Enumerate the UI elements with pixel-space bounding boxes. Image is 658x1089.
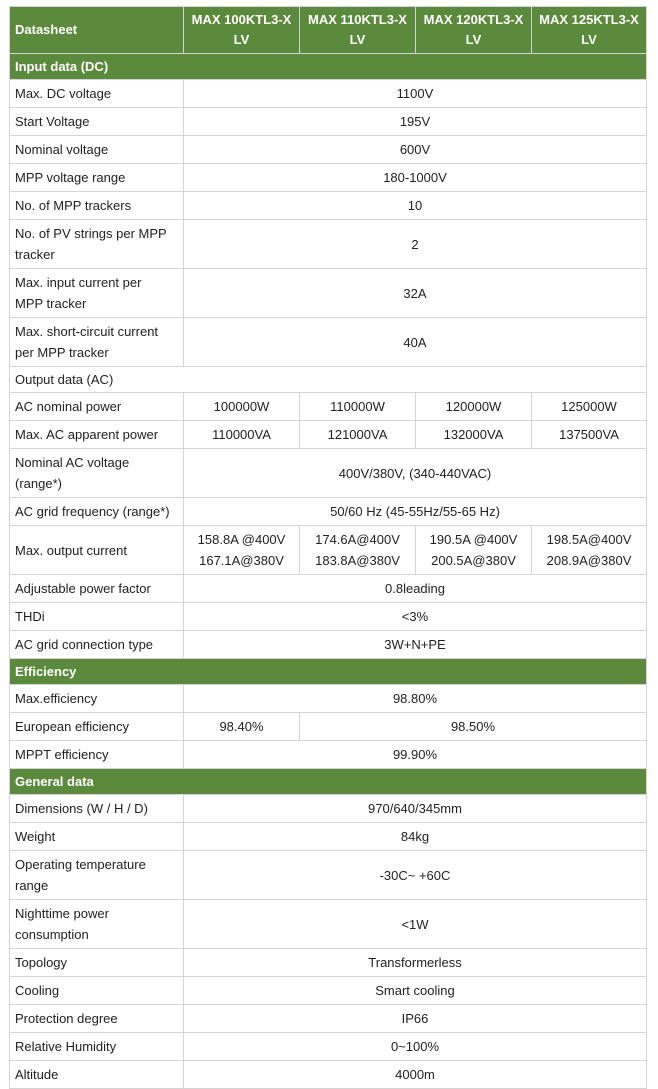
- value-cell: [184, 526, 300, 575]
- header-model-4: [532, 7, 647, 54]
- value-cell: [184, 192, 647, 220]
- value-line: 190.5A @400V: [429, 532, 518, 547]
- table-header-row: [10, 7, 647, 54]
- table-row: [10, 498, 647, 526]
- table-row: [10, 949, 647, 977]
- row-label-line: MPPT efficiency: [15, 747, 109, 762]
- table-row: [10, 421, 647, 449]
- value-line: 110000VA: [212, 427, 271, 442]
- value-cell: [300, 526, 416, 575]
- row-label-line: Nominal voltage: [15, 142, 109, 157]
- datasheet-table: [9, 6, 647, 1089]
- table-row: [10, 1061, 647, 1089]
- row-label-line: AC grid connection type: [15, 637, 154, 652]
- table-row: [10, 108, 647, 136]
- header-datasheet: Datasheet: [10, 7, 184, 54]
- table-row: [10, 80, 647, 108]
- value-line: <3%: [401, 609, 429, 624]
- value-cell: [184, 421, 300, 449]
- row-label: [10, 136, 184, 164]
- table-row: [10, 631, 647, 659]
- row-label: [10, 741, 184, 769]
- value-line: 198.5A@400V: [546, 532, 632, 547]
- value-cell: [184, 164, 647, 192]
- value-line: 10: [407, 198, 423, 213]
- row-label-line: Adjustable power factor: [15, 581, 151, 596]
- value-line: 3W+N+PE: [384, 637, 446, 652]
- table-row: [10, 900, 647, 949]
- value-cell: [184, 851, 647, 900]
- row-label-line: MPP voltage range: [15, 170, 126, 185]
- value-cell: [184, 318, 647, 367]
- row-label: [10, 498, 184, 526]
- row-label: [10, 1033, 184, 1061]
- table-row: [10, 318, 647, 367]
- header-model-suffix: LV: [581, 32, 597, 47]
- value-line: 98.80%: [392, 691, 438, 706]
- table-row: [10, 741, 647, 769]
- value-line: 110000W: [330, 399, 385, 414]
- row-label: [10, 318, 184, 367]
- value-cell: [300, 421, 416, 449]
- row-label: [10, 823, 184, 851]
- row-label-line: tracker: [15, 247, 55, 262]
- value-cell: [184, 1033, 647, 1061]
- row-label: [10, 108, 184, 136]
- row-label-line: Dimensions (W / H / D): [15, 801, 148, 816]
- row-label-line: THDi: [15, 609, 45, 624]
- table-row: [10, 1033, 647, 1061]
- value-cell: [184, 80, 647, 108]
- row-label-line: AC grid frequency (range*): [15, 504, 170, 519]
- table-row: [10, 1005, 647, 1033]
- value-cell: [184, 795, 647, 823]
- row-label: [10, 949, 184, 977]
- value-line: 400V/380V, (340-440VAC): [338, 465, 492, 481]
- row-label-line: Start Voltage: [15, 114, 90, 129]
- value-line: 40A: [403, 334, 427, 350]
- row-label-line: AC nominal power: [15, 399, 122, 414]
- section-title: Input data (DC): [10, 54, 647, 80]
- value-line: 132000VA: [443, 427, 504, 442]
- value-line: 120000W: [445, 399, 502, 414]
- row-label: [10, 713, 184, 741]
- value-line: 4000m: [395, 1067, 435, 1082]
- row-label-line: Topology: [15, 955, 68, 970]
- row-label: [10, 393, 184, 421]
- row-label: [10, 795, 184, 823]
- value-cell: [184, 685, 647, 713]
- row-label: [10, 80, 184, 108]
- value-line: 84kg: [400, 829, 430, 844]
- value-cell: [184, 449, 647, 498]
- row-label-line: consumption: [15, 927, 89, 942]
- header-model-2: [300, 7, 416, 54]
- table-row: [10, 526, 647, 575]
- row-label: [10, 977, 184, 1005]
- value-line: 1100V: [396, 86, 434, 101]
- table-row: [10, 851, 647, 900]
- value-cell: [184, 575, 647, 603]
- table-row: [10, 575, 647, 603]
- table-row: [10, 977, 647, 1005]
- table-row: [10, 449, 647, 498]
- row-label: [10, 526, 184, 575]
- value-line: 600V: [399, 142, 431, 157]
- value-line: 98.40%: [219, 719, 264, 734]
- value-cell: [184, 136, 647, 164]
- table-row: [10, 795, 647, 823]
- header-model-name: MAX 100KTL3-X: [191, 12, 292, 27]
- value-cell: [184, 108, 647, 136]
- value-cell: [184, 977, 647, 1005]
- datasheet-body: [10, 54, 647, 1089]
- value-cell: [184, 741, 647, 769]
- table-row: [10, 603, 647, 631]
- row-label-line: MPP tracker: [15, 296, 87, 311]
- row-label: [10, 851, 184, 900]
- row-label-line: Nominal AC voltage: [15, 455, 130, 470]
- value-cell: [184, 1005, 647, 1033]
- value-cell: [532, 421, 647, 449]
- section-header-row: [10, 769, 647, 795]
- row-label-line: European efficiency: [15, 719, 129, 734]
- table-row: [10, 685, 647, 713]
- row-label-line: Max. AC apparent power: [15, 427, 159, 442]
- value-line: 180-1000V: [383, 170, 447, 185]
- section-title: Efficiency: [10, 659, 647, 685]
- header-model-suffix: LV: [233, 32, 250, 47]
- value-line: IP66: [401, 1011, 429, 1026]
- row-label-line: Max. DC voltage: [15, 86, 112, 101]
- table-row: [10, 713, 647, 741]
- value-line: -30C~ +60C: [379, 867, 451, 883]
- row-label: [10, 220, 184, 269]
- value-line: 99.90%: [392, 747, 438, 762]
- value-cell: [532, 393, 647, 421]
- row-label-line: Nighttime power: [15, 906, 109, 921]
- value-cell: [416, 421, 532, 449]
- table-row: [10, 823, 647, 851]
- value-line: 50/60 Hz (45-55Hz/55-65 Hz): [330, 504, 500, 519]
- value-cell: [184, 949, 647, 977]
- value-cell: [300, 393, 416, 421]
- value-line: 2: [411, 236, 419, 252]
- row-label: [10, 164, 184, 192]
- value-line: 200.5A@380V: [431, 553, 516, 568]
- section-title: Output data (AC): [10, 367, 647, 393]
- value-cell: [184, 220, 647, 269]
- value-line: 0.8leading: [385, 581, 445, 596]
- row-label-line: Operating temperature: [15, 857, 146, 872]
- header-model-3: [416, 7, 532, 54]
- value-line: 98.50%: [450, 719, 496, 734]
- row-label-line: Max. input current per: [15, 275, 142, 290]
- row-label: [10, 900, 184, 949]
- row-label-line: Altitude: [15, 1067, 59, 1082]
- value-line: 195V: [399, 114, 431, 129]
- row-label-line: Weight: [15, 829, 56, 844]
- value-line: 0~100%: [390, 1039, 440, 1054]
- row-label-line: Max. short-circuit current: [15, 324, 159, 339]
- value-line: 137500VA: [559, 427, 619, 442]
- value-cell: [184, 1061, 647, 1089]
- section-header-row: [10, 659, 647, 685]
- row-label-line: Protection degree: [15, 1011, 118, 1026]
- section-title: General data: [10, 769, 647, 795]
- header-model-suffix: LV: [349, 32, 366, 47]
- row-label-line: No. of MPP trackers: [15, 198, 132, 213]
- value-line: 174.6A@400V: [315, 532, 400, 547]
- value-line: 183.8A@380V: [315, 553, 400, 568]
- value-line: 100000W: [213, 399, 270, 414]
- header-model-name: MAX 120KTL3-X: [423, 12, 524, 27]
- row-label: [10, 685, 184, 713]
- row-label-line: Cooling: [15, 983, 60, 998]
- value-cell: [416, 393, 532, 421]
- row-label-line: Max.efficiency: [15, 691, 98, 706]
- value-line: Transformerless: [368, 955, 462, 970]
- table-row: [10, 220, 647, 269]
- section-header-row: [10, 54, 647, 80]
- row-label: [10, 449, 184, 498]
- row-label: [10, 1005, 184, 1033]
- value-line: 121000VA: [327, 427, 388, 442]
- value-line: <1W: [401, 916, 429, 932]
- row-label: [10, 269, 184, 318]
- header-model-1: [184, 7, 300, 54]
- row-label: [10, 631, 184, 659]
- section-header-row: [10, 367, 647, 393]
- value-cell: [300, 713, 647, 741]
- value-cell: [416, 526, 532, 575]
- value-cell: [184, 823, 647, 851]
- header-model-name: MAX 125KTL3-X: [539, 12, 639, 27]
- value-cell: [184, 393, 300, 421]
- value-cell: [184, 498, 647, 526]
- table-row: [10, 393, 647, 421]
- value-line: Smart cooling: [375, 983, 455, 998]
- row-label-line: Max. output current: [15, 542, 127, 558]
- row-label: [10, 575, 184, 603]
- value-line: 970/640/345mm: [368, 801, 462, 816]
- table-row: [10, 192, 647, 220]
- table-row: [10, 164, 647, 192]
- row-label: [10, 603, 184, 631]
- row-label: [10, 192, 184, 220]
- value-line: 167.1A@380V: [199, 553, 284, 568]
- row-label-line: (range*): [15, 476, 62, 491]
- value-cell: [184, 603, 647, 631]
- row-label-line: Relative Humidity: [15, 1039, 117, 1054]
- value-line: 208.9A@380V: [546, 553, 632, 568]
- value-line: 32A: [403, 285, 427, 301]
- row-label-line: per MPP tracker: [15, 345, 109, 360]
- value-cell: [532, 526, 647, 575]
- row-label-line: range: [15, 878, 49, 893]
- row-label-line: No. of PV strings per MPP: [15, 226, 167, 241]
- value-line: 125000W: [561, 399, 617, 414]
- table-row: [10, 269, 647, 318]
- header-model-suffix: LV: [465, 32, 482, 47]
- value-line: 158.8A @400V: [197, 532, 286, 547]
- value-cell: [184, 713, 300, 741]
- value-cell: [184, 631, 647, 659]
- row-label: [10, 421, 184, 449]
- value-cell: [184, 900, 647, 949]
- row-label: [10, 1061, 184, 1089]
- table-row: [10, 136, 647, 164]
- header-model-name: MAX 110KTL3-X: [308, 12, 407, 27]
- value-cell: [184, 269, 647, 318]
